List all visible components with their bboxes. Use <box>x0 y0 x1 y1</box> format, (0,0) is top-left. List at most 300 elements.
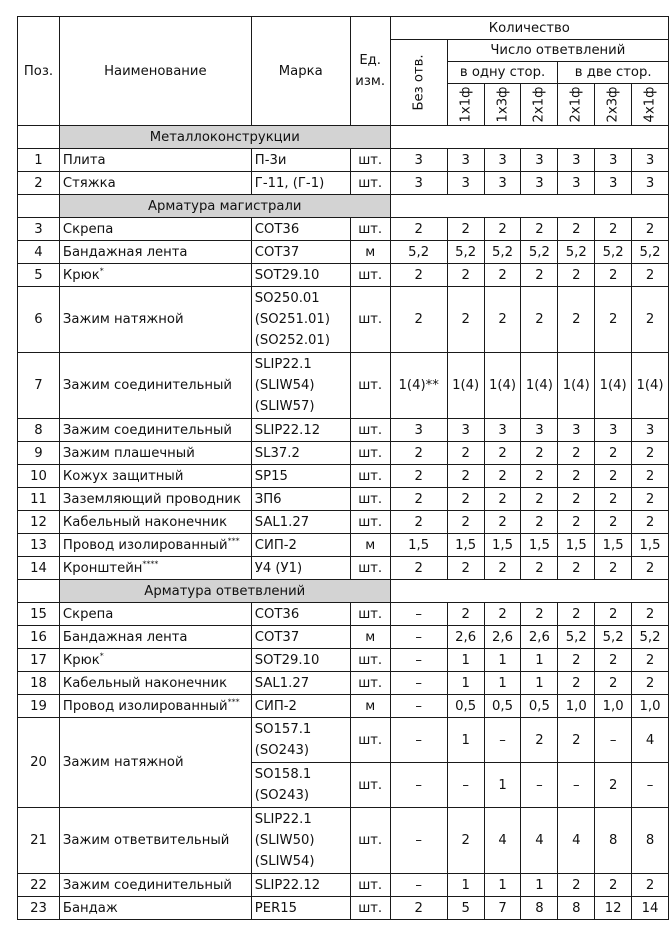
quantity-cell: 2 <box>558 442 595 465</box>
quantity-cell: 2 <box>632 442 669 465</box>
header-subcolumn: 1х1ф <box>447 84 484 126</box>
quantity-cell: 2 <box>484 511 521 534</box>
item-mark: П-3и <box>251 149 350 172</box>
quantity-cell: 2 <box>595 649 632 672</box>
item-mark: SLIP22.12 <box>251 874 350 897</box>
item-pos: 12 <box>18 511 60 534</box>
item-mark: SAL1.27 <box>251 672 350 695</box>
quantity-cell: – <box>484 718 521 763</box>
item-pos: 18 <box>18 672 60 695</box>
quantity-cell: 2 <box>595 287 632 353</box>
header-subcolumn: 2х1ф <box>521 84 558 126</box>
item-mark: SP15 <box>251 465 350 488</box>
item-mark: У4 (У1) <box>251 557 350 580</box>
quantity-cell: 2 <box>558 557 595 580</box>
quantity-cell: 2 <box>558 218 595 241</box>
quantity-cell: 1(4)** <box>390 353 447 419</box>
quantity-cell: – <box>595 718 632 763</box>
header-mark: Марка <box>251 17 350 126</box>
footnote-mark: **** <box>142 559 159 569</box>
quantity-cell: 1(4) <box>521 353 558 419</box>
item-name <box>59 557 251 580</box>
item-name-text: Бандаж <box>62 900 118 916</box>
table-row <box>18 149 669 172</box>
header-subcolumn: 4х1ф <box>632 84 669 126</box>
quantity-cell: 2 <box>484 465 521 488</box>
quantity-cell: 1,5 <box>595 534 632 557</box>
quantity-cell: 2 <box>390 557 447 580</box>
quantity-cell: 3 <box>521 149 558 172</box>
item-name-text: Зажим соединительный <box>62 378 232 393</box>
header-one-side: в одну стор. <box>447 62 558 84</box>
quantity-cell: 2 <box>447 488 484 511</box>
item-unit: шт. <box>350 488 390 511</box>
table-row <box>18 626 669 649</box>
quantity-cell: 5,2 <box>595 626 632 649</box>
item-unit: шт. <box>350 649 390 672</box>
item-name <box>59 172 251 195</box>
item-pos: 17 <box>18 649 60 672</box>
item-unit: шт. <box>350 557 390 580</box>
item-name <box>59 808 251 874</box>
item-pos: 6 <box>18 287 60 353</box>
quantity-cell: 3 <box>484 149 521 172</box>
mark-line: (SLIW54) <box>254 378 315 393</box>
item-unit: м <box>350 534 390 557</box>
quantity-cell: 4 <box>632 718 669 763</box>
quantity-cell: 1(4) <box>558 353 595 419</box>
item-mark: ЗП6 <box>251 488 350 511</box>
item-name-text: Заземляющий проводник <box>62 491 241 507</box>
quantity-cell: 4 <box>521 808 558 874</box>
footnote-mark: * <box>99 266 104 276</box>
quantity-cell: 7 <box>484 897 521 920</box>
quantity-cell: 8 <box>558 897 595 920</box>
item-pos: 19 <box>18 695 60 718</box>
table-header <box>18 17 669 126</box>
quantity-cell: – <box>390 763 447 808</box>
table-row <box>18 465 669 488</box>
header-branch-count: Число ответвлений <box>447 40 668 62</box>
quantity-cell: 3 <box>632 149 669 172</box>
item-name-text: Кронштейн <box>62 560 143 576</box>
header-unit: Ед. изм. <box>350 17 390 126</box>
quantity-cell: 2 <box>390 442 447 465</box>
quantity-cell: 4 <box>558 808 595 874</box>
quantity-cell: 3 <box>595 419 632 442</box>
item-name <box>59 442 251 465</box>
item-pos: 11 <box>18 488 60 511</box>
mark-line: (SO243) <box>254 788 309 803</box>
quantity-cell: 2 <box>558 465 595 488</box>
quantity-cell: – <box>632 763 669 808</box>
item-unit: шт. <box>350 353 390 419</box>
item-mark: SOT29.10 <box>251 264 350 287</box>
item-pos: 2 <box>18 172 60 195</box>
quantity-cell: 1 <box>484 763 521 808</box>
quantity-cell: 3 <box>390 149 447 172</box>
quantity-cell: 2 <box>521 488 558 511</box>
mark-line: (SO243) <box>254 743 309 758</box>
quantity-cell: 3 <box>558 172 595 195</box>
quantity-cell: 2,6 <box>521 626 558 649</box>
item-name <box>59 534 251 557</box>
item-mark: PER15 <box>251 897 350 920</box>
quantity-cell: 4 <box>484 808 521 874</box>
quantity-cell: – <box>390 626 447 649</box>
table-row <box>18 718 669 763</box>
item-name-text: Зажим натяжной <box>62 312 184 327</box>
item-pos: 16 <box>18 626 60 649</box>
mark-line: (SO251.01) <box>254 312 330 327</box>
table-row <box>18 534 669 557</box>
item-mark: COT36 <box>251 218 350 241</box>
mark-line: SLIP22.1 <box>254 812 312 827</box>
quantity-cell: 2 <box>521 557 558 580</box>
quantity-cell: 2 <box>521 718 558 763</box>
quantity-cell: 8 <box>595 808 632 874</box>
item-mark <box>251 353 350 419</box>
item-unit: м <box>350 626 390 649</box>
quantity-cell: 2 <box>521 603 558 626</box>
quantity-cell: 1,5 <box>447 534 484 557</box>
item-unit: шт. <box>350 264 390 287</box>
quantity-cell: 2 <box>632 649 669 672</box>
quantity-cell: 1,0 <box>558 695 595 718</box>
item-name-text: Провод изолированный <box>62 698 228 714</box>
quantity-cell: 2 <box>390 488 447 511</box>
quantity-cell: 2 <box>632 603 669 626</box>
quantity-cell: 8 <box>521 897 558 920</box>
quantity-cell: 5,2 <box>447 241 484 264</box>
quantity-cell: 5,2 <box>632 626 669 649</box>
item-pos: 1 <box>18 149 60 172</box>
quantity-cell: 2 <box>558 511 595 534</box>
table-row <box>18 442 669 465</box>
quantity-cell: 1 <box>447 649 484 672</box>
item-unit: шт. <box>350 897 390 920</box>
quantity-cell: 2 <box>632 264 669 287</box>
quantity-cell: 2 <box>632 511 669 534</box>
item-name-text: Стяжка <box>62 175 116 191</box>
quantity-cell: 1 <box>484 874 521 897</box>
quantity-cell: 5,2 <box>558 241 595 264</box>
mark-line: (SLIW50) <box>254 833 315 848</box>
specification-table <box>17 16 669 920</box>
quantity-cell: – <box>390 874 447 897</box>
item-name <box>59 264 251 287</box>
item-mark: SL37.2 <box>251 442 350 465</box>
quantity-cell: 1(4) <box>595 353 632 419</box>
mark-line: (SO252.01) <box>254 333 330 348</box>
quantity-cell: 2 <box>521 511 558 534</box>
item-unit: шт. <box>350 672 390 695</box>
item-mark: COT37 <box>251 241 350 264</box>
quantity-cell: 2 <box>447 218 484 241</box>
quantity-cell: 2 <box>447 603 484 626</box>
quantity-cell: 5,2 <box>390 241 447 264</box>
quantity-cell: 1,5 <box>558 534 595 557</box>
quantity-cell: 1 <box>521 874 558 897</box>
header-two-sides: в две стор. <box>558 62 669 84</box>
item-unit: шт. <box>350 172 390 195</box>
item-pos: 20 <box>18 718 60 808</box>
quantity-cell: 8 <box>632 808 669 874</box>
quantity-cell: 5 <box>447 897 484 920</box>
item-pos: 9 <box>18 442 60 465</box>
item-mark: COT37 <box>251 626 350 649</box>
item-mark: СИП-2 <box>251 534 350 557</box>
quantity-cell: 0,5 <box>521 695 558 718</box>
table-row <box>18 603 669 626</box>
item-name-text: Кабельный наконечник <box>62 675 228 691</box>
quantity-cell: – <box>390 808 447 874</box>
item-pos: 10 <box>18 465 60 488</box>
quantity-cell: 2 <box>595 603 632 626</box>
quantity-cell: 1 <box>484 672 521 695</box>
header-subcolumn: 2х3ф <box>595 84 632 126</box>
quantity-cell: 2 <box>484 264 521 287</box>
quantity-cell: 1 <box>447 672 484 695</box>
table-row <box>18 511 669 534</box>
header-without-branch: Без отв. <box>390 40 447 126</box>
item-name-text: Крюк <box>62 652 100 668</box>
header-name: Наименование <box>59 17 251 126</box>
quantity-cell: 2 <box>558 603 595 626</box>
table-row <box>18 897 669 920</box>
table-row <box>18 419 669 442</box>
quantity-cell: 2 <box>558 488 595 511</box>
quantity-cell: 2 <box>632 218 669 241</box>
quantity-cell: 5,2 <box>595 241 632 264</box>
mark-line: SO158.1 <box>254 767 312 782</box>
item-mark <box>251 808 350 874</box>
item-pos: 21 <box>18 808 60 874</box>
quantity-cell: 12 <box>595 897 632 920</box>
quantity-cell: 1,0 <box>632 695 669 718</box>
item-name <box>59 511 251 534</box>
quantity-cell: 1,5 <box>484 534 521 557</box>
quantity-cell: 1(4) <box>484 353 521 419</box>
quantity-cell: 3 <box>447 419 484 442</box>
item-pos: 3 <box>18 218 60 241</box>
quantity-cell: – <box>447 763 484 808</box>
quantity-cell: – <box>521 763 558 808</box>
item-name <box>59 287 251 353</box>
quantity-cell: 0,5 <box>484 695 521 718</box>
quantity-cell: 2 <box>484 287 521 353</box>
quantity-cell: 3 <box>521 419 558 442</box>
quantity-cell: 3 <box>390 172 447 195</box>
section-title: Металлоконструкции <box>59 126 390 149</box>
mark-line: SO157.1 <box>254 722 312 737</box>
table-row <box>18 557 669 580</box>
quantity-cell: 2 <box>595 874 632 897</box>
quantity-cell: 2 <box>632 672 669 695</box>
mark-line: SLIP22.1 <box>254 357 312 372</box>
header-subcolumn: 1х3ф <box>484 84 521 126</box>
quantity-cell: 5,2 <box>484 241 521 264</box>
table-row <box>18 241 669 264</box>
table-row <box>18 874 669 897</box>
quantity-cell: 2 <box>521 218 558 241</box>
quantity-cell: 3 <box>484 172 521 195</box>
empty-cell <box>18 126 60 149</box>
quantity-cell: 2 <box>484 488 521 511</box>
item-name-text: Зажим ответвительный <box>62 833 230 848</box>
quantity-cell: 1 <box>521 649 558 672</box>
header-pos: Поз. <box>18 17 60 126</box>
item-name-text: Плита <box>62 152 106 168</box>
quantity-cell: 2 <box>632 488 669 511</box>
item-mark <box>251 763 350 808</box>
quantity-cell: 2 <box>447 287 484 353</box>
item-name <box>59 465 251 488</box>
item-unit: шт. <box>350 808 390 874</box>
quantity-cell: 5,2 <box>632 241 669 264</box>
mark-line: SO250.01 <box>254 291 320 306</box>
quantity-cell: 1 <box>484 649 521 672</box>
item-unit: шт. <box>350 763 390 808</box>
item-name <box>59 419 251 442</box>
item-mark <box>251 287 350 353</box>
quantity-cell: 3 <box>484 419 521 442</box>
quantity-cell: 2,6 <box>484 626 521 649</box>
table-row <box>18 488 669 511</box>
quantity-cell: 5,2 <box>558 626 595 649</box>
quantity-cell: 2,6 <box>447 626 484 649</box>
quantity-cell: 2 <box>390 897 447 920</box>
item-name-text: Крюк <box>62 267 100 283</box>
item-mark: SOT29.10 <box>251 649 350 672</box>
quantity-cell: – <box>390 672 447 695</box>
item-name <box>59 695 251 718</box>
quantity-cell: 2 <box>595 557 632 580</box>
table-row <box>18 672 669 695</box>
item-name <box>59 353 251 419</box>
quantity-cell: 2 <box>595 763 632 808</box>
table-row <box>18 695 669 718</box>
empty-cell <box>390 195 668 218</box>
quantity-cell: 2 <box>447 465 484 488</box>
quantity-cell: 2 <box>595 264 632 287</box>
item-unit: шт. <box>350 718 390 763</box>
item-unit: шт. <box>350 465 390 488</box>
item-name <box>59 218 251 241</box>
item-mark: COT36 <box>251 603 350 626</box>
footnote-mark: *** <box>227 536 240 546</box>
item-name-text: Кожух защитный <box>62 468 184 484</box>
item-unit: м <box>350 695 390 718</box>
quantity-cell: – <box>390 718 447 763</box>
item-name <box>59 672 251 695</box>
quantity-cell: 3 <box>558 419 595 442</box>
header-subcolumn: 2х1ф <box>558 84 595 126</box>
quantity-cell: 2 <box>558 264 595 287</box>
item-pos: 7 <box>18 353 60 419</box>
quantity-cell: 2 <box>484 603 521 626</box>
quantity-cell: 2 <box>447 511 484 534</box>
quantity-cell: 2 <box>390 218 447 241</box>
quantity-cell: 1 <box>447 718 484 763</box>
item-name <box>59 874 251 897</box>
mark-line: (SLIW57) <box>254 399 315 414</box>
table-row <box>18 808 669 874</box>
section-row <box>18 580 669 603</box>
item-name-text: Зажим соединительный <box>62 422 232 438</box>
quantity-cell: 1 <box>447 874 484 897</box>
quantity-cell: – <box>390 695 447 718</box>
quantity-cell: 2 <box>521 287 558 353</box>
quantity-cell: 2 <box>390 511 447 534</box>
item-unit: шт. <box>350 287 390 353</box>
quantity-cell: 2 <box>558 718 595 763</box>
item-mark: Г-11, (Г-1) <box>251 172 350 195</box>
item-name-text: Зажим плашечный <box>62 445 195 461</box>
empty-cell <box>390 580 668 603</box>
item-name <box>59 649 251 672</box>
quantity-cell: 2 <box>595 465 632 488</box>
quantity-cell: 2 <box>390 287 447 353</box>
empty-cell <box>18 580 60 603</box>
quantity-cell: 3 <box>595 149 632 172</box>
item-pos: 13 <box>18 534 60 557</box>
quantity-cell: 3 <box>521 172 558 195</box>
quantity-cell: 3 <box>632 172 669 195</box>
item-name <box>59 488 251 511</box>
quantity-cell: – <box>390 649 447 672</box>
item-name-text: Кабельный наконечник <box>62 514 228 530</box>
quantity-cell: 3 <box>447 149 484 172</box>
table-row <box>18 649 669 672</box>
quantity-cell: 2 <box>521 264 558 287</box>
item-pos: 22 <box>18 874 60 897</box>
quantity-cell: – <box>558 763 595 808</box>
quantity-cell: 2 <box>484 442 521 465</box>
item-unit: шт. <box>350 218 390 241</box>
item-name <box>59 149 251 172</box>
item-name-text: Бандажная лента <box>62 244 188 260</box>
item-name <box>59 897 251 920</box>
quantity-cell: 2 <box>521 465 558 488</box>
item-unit: шт. <box>350 442 390 465</box>
quantity-cell: 1,5 <box>632 534 669 557</box>
quantity-cell: 2 <box>521 442 558 465</box>
table-row <box>18 353 669 419</box>
empty-cell <box>390 126 668 149</box>
quantity-cell: 2 <box>632 557 669 580</box>
quantity-cell: 2 <box>484 557 521 580</box>
quantity-cell: 2 <box>447 557 484 580</box>
quantity-cell: 2 <box>558 649 595 672</box>
item-name-text: Зажим натяжной <box>62 755 184 770</box>
quantity-cell: 2 <box>447 808 484 874</box>
table-row <box>18 287 669 353</box>
quantity-cell: 2 <box>447 442 484 465</box>
quantity-cell: 2 <box>558 672 595 695</box>
quantity-cell: 2 <box>595 488 632 511</box>
item-name-text: Скрепа <box>62 606 114 622</box>
item-unit: шт. <box>350 874 390 897</box>
item-unit: шт. <box>350 511 390 534</box>
item-name-text: Провод изолированный <box>62 537 228 553</box>
item-unit: шт. <box>350 149 390 172</box>
quantity-cell: 2 <box>632 465 669 488</box>
item-pos: 4 <box>18 241 60 264</box>
item-mark: СИП-2 <box>251 695 350 718</box>
section-row <box>18 195 669 218</box>
item-name <box>59 603 251 626</box>
